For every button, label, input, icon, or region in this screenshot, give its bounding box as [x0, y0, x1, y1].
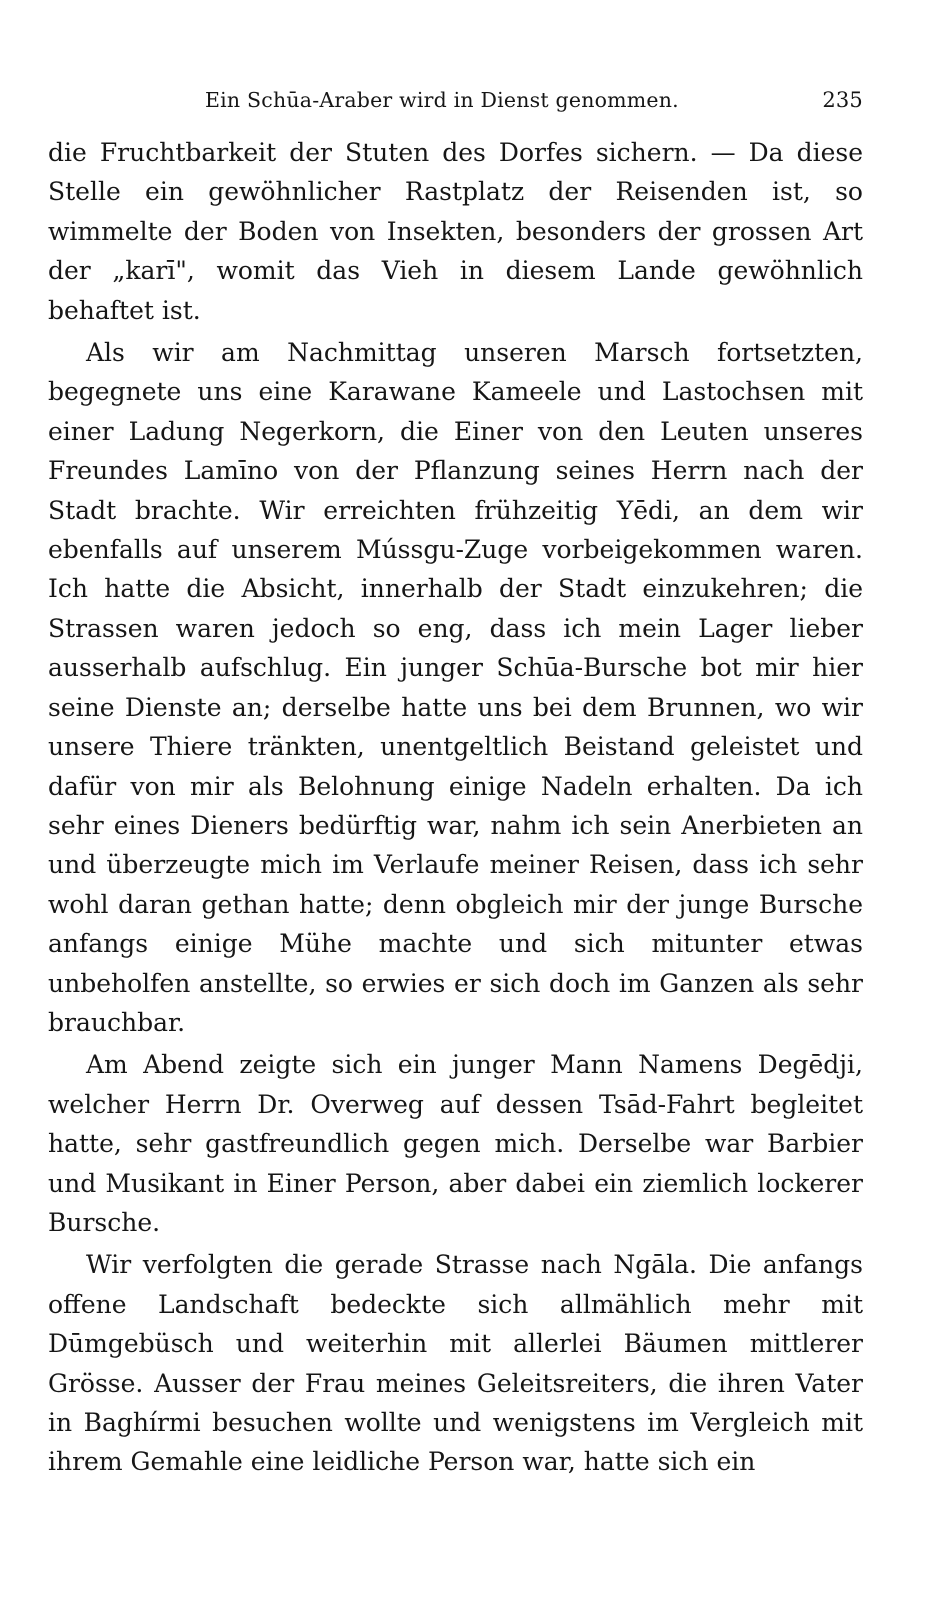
page-number: 235 — [822, 88, 863, 112]
paragraph-continuation: die Fruchtbarkeit der Stuten des Dorfes sichern. — Da diese Stelle ein gewöhnlicher Rastplatz der Reisenden ist, so wimmelte der Boden von Insekten, besonders der grossen Art der „karī", womit das Vieh in diesem Lande gewöhnlich behaftet ist. — [48, 138, 863, 325]
paragraph: Am Abend zeigte sich ein junger Mann Namens Degēdji, welcher Herrn Dr. Overweg auf dessen Tsād-Fahrt begleitet hatte, sehr gastfreundlich gegen mich. Derselbe war Barbier und Musikant in Einer Person, aber dabei ein ziemlich lockerer Bursche. — [48, 1050, 863, 1237]
book-page — [48, 88, 863, 1482]
paragraph: Wir verfolgten die gerade Strasse nach Ngāla. Die anfangs offene Landschaft bedeckte sich allmählich mehr mit Dūmgebüsch und weiterhin mit allerlei Bäumen mittlerer Grösse. Ausser der Frau meines Geleitsreiters, die ihren Vater in Baghírmi besuchen wollte und wenigstens im Vergleich mit ihrem Gemahle eine leidliche Person war, hatte sich ein — [48, 1250, 863, 1477]
running-header — [48, 88, 863, 128]
body-text — [48, 133, 863, 1482]
running-title: Ein Schūa-Araber wird in Dienst genommen. — [205, 88, 679, 112]
paragraph: Als wir am Nachmittag unseren Marsch fortsetzten, begegnete uns eine Karawane Kameele und Lastochsen mit einer Ladung Negerkorn, die Einer von den Leuten unseres Freundes Lamīno von der Pflanzung seines Herrn nach der Stadt brachte. Wir erreichten frühzeitig Yēdi, an dem wir ebenfalls auf unserem Mússgu-Zuge vorbeigekommen waren. Ich hatte die Absicht, innerhalb der Stadt einzukehren; die Strassen waren jedoch so eng, dass ich mein Lager lieber ausserhalb aufschlug. Ein junger Schūa-Bursche bot mir hier seine Dienste an; derselbe hatte uns bei dem Brunnen, wo wir unsere Thiere tränkten, unentgeltlich Beistand geleistet und dafür von mir als Belohnung einige Nadeln erhalten. Da ich sehr eines Dieners bedürftig war, nahm ich sein Anerbieten an und überzeugte mich im Verlaufe meiner Reisen, dass ich sehr wohl daran gethan hatte; denn obgleich mir der junge Bursche anfangs einige Mühe machte und sich mitunter etwas unbeholfen anstellte, so erwies er sich doch im Ganzen als sehr brauchbar. — [48, 338, 863, 1037]
